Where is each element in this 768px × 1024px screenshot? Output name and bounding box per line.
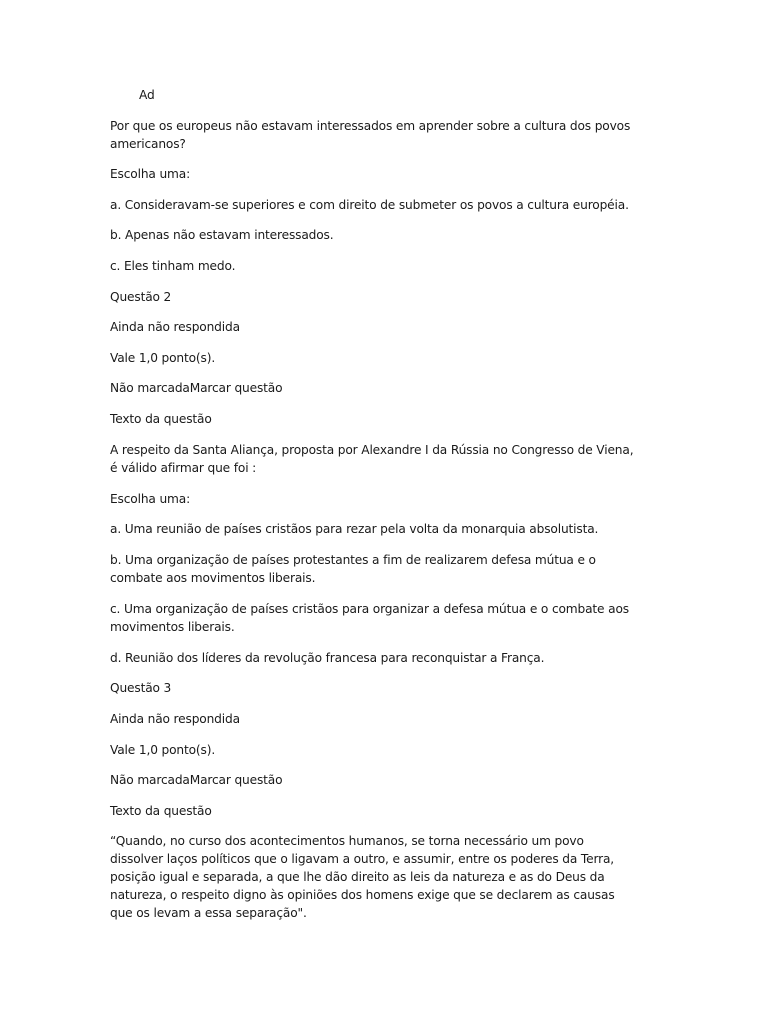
question-3-heading: Questão 3: [110, 681, 172, 696]
question-3-points: Vale 1,0 ponto(s).: [110, 742, 216, 757]
question-1-text: Por que os europeus não estavam interessados em aprender sobre a cultura dos povos americanos?: [110, 118, 631, 151]
answer-option-c: c. Eles tinham medo.: [110, 258, 236, 273]
choose-one-label: Escolha uma:: [110, 491, 191, 506]
question-2-flag: Não marcadaMarcar questão: [110, 381, 283, 396]
answer-option-b: b. Apenas não estavam interessados.: [110, 228, 334, 243]
document-page: [110, 86, 640, 935]
question-3-text-label: Texto da questão: [110, 803, 212, 818]
question-2-heading: Questão 2: [110, 289, 172, 304]
question-2-points: Vale 1,0 ponto(s).: [110, 350, 216, 365]
ad-label: Ad: [139, 88, 155, 102]
question-2-text-label: Texto da questão: [110, 411, 212, 426]
choose-one-label: Escolha uma:: [110, 167, 191, 182]
question-3-status: Ainda não respondida: [110, 711, 240, 726]
question-2-status: Ainda não respondida: [110, 320, 240, 335]
answer-option-a: a. Uma reunião de países cristãos para rezar pela volta da monarquia absolutista.: [110, 522, 599, 537]
answer-option-c: c. Uma organização de países cristãos para organizar a defesa mútua e o combate aos movimentos liberais.: [110, 601, 629, 634]
question-3-flag: Não marcadaMarcar questão: [110, 773, 283, 788]
answer-option-b: b. Uma organização de países protestantes a fim de realizarem defesa mútua e o combate aos movimentos liberais.: [110, 552, 596, 585]
answer-option-d: d. Reunião dos líderes da revolução francesa para reconquistar a França.: [110, 650, 545, 665]
answer-option-a: a. Consideravam-se superiores e com direito de submeter os povos a cultura européia.: [110, 197, 629, 212]
question-2-text: A respeito da Santa Aliança, proposta por Alexandre I da Rússia no Congresso de Viena, é válido afirmar que foi :: [110, 442, 634, 475]
question-3-text: “Quando, no curso dos acontecimentos humanos, se torna necessário um povo dissolver laços políticos que o ligavam a outro, e assumir, entre os poderes da Terra, posição igual e separada, a que lhe dão direito as leis da natureza e as do Deus da natureza, o respeito digno às opiniões dos homens exige que se declarem as causas que os levam a essa separação".: [110, 834, 615, 921]
